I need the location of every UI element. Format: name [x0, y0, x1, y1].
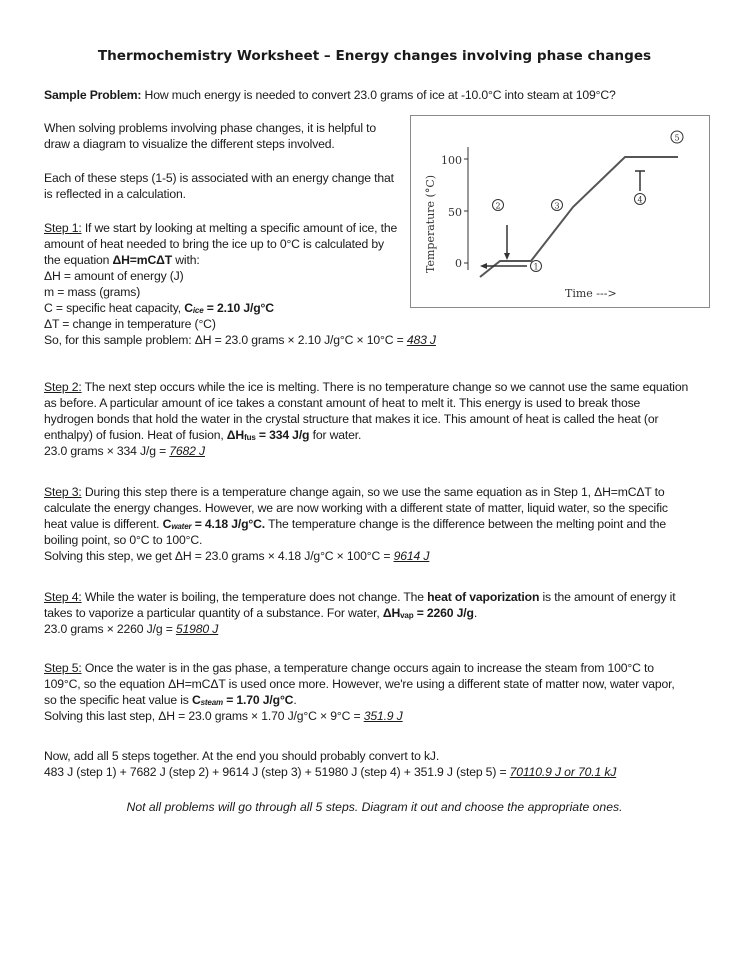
step3-c-post: The temperature change is the difference between the melting point and the — [265, 517, 666, 531]
c-water-symbol: C — [162, 517, 172, 531]
step4-answer: 51980 J — [175, 622, 219, 636]
step4-line-3 — [44, 622, 218, 636]
step1-line-3 — [44, 253, 200, 267]
marker-2-label: 2 — [495, 201, 501, 211]
summary-line-1: Now, add all 5 steps together. At the end you should probably convert to kJ. — [44, 749, 440, 763]
step3-calc: Solving this step, we get ΔH = 23.0 grams × 4.18 J/g°C × 100°C = — [44, 549, 394, 563]
step5-c-post: . — [293, 693, 297, 707]
step2-line-2: as before. A particular amount of ice takes a constant amount of heat to melt it. This energy is used to break those — [44, 396, 641, 410]
step2-line-1 — [44, 380, 688, 394]
marker-1-label: 1 — [533, 262, 539, 272]
step1-line-4: ΔH = amount of energy (J) — [44, 269, 184, 283]
step1-answer: 483 J — [406, 333, 436, 347]
c-water — [163, 517, 265, 531]
step4-line-2 — [44, 606, 477, 620]
step4-line-1 — [44, 590, 675, 604]
footer-note: Not all problems will go through all 5 steps. Diagram it out and choose the appropriate ones. — [126, 800, 623, 814]
step1-line-8 — [44, 333, 436, 347]
c-ice — [184, 301, 274, 315]
step4-label: Step 4: — [44, 590, 82, 604]
heat-of-vaporization-term: heat of vaporization — [427, 590, 540, 604]
c-steam — [192, 693, 293, 707]
intro-line-1: When solving problems involving phase changes, it is helpful to — [44, 121, 376, 135]
c-steam-subscript: steam — [200, 698, 223, 707]
dh-fus-value: = 334 J/g — [255, 428, 310, 442]
dh-vap-subscript: vap — [400, 611, 414, 620]
y-tick-100: 100 — [441, 154, 462, 167]
step3-c-pre: heat value is different. — [44, 517, 163, 531]
step2-answer: 7682 J — [169, 444, 205, 458]
step5-line-2: 109°C, so the equation ΔH=mCΔT is used once more. However, we're using a different state of matter now, water vapor, — [44, 677, 675, 691]
step2-line-3: hydrogen bonds that hold the water in the crystal structure that makes it ice. This amount of heat is called the heat (or — [44, 412, 659, 426]
step1-eq-post: with: — [172, 253, 200, 267]
dh-vap-symbol: ΔH — [382, 606, 401, 620]
marker-2 — [493, 200, 504, 211]
step3-line-3 — [44, 517, 666, 531]
c-ice-symbol: C — [184, 301, 193, 315]
step4-vap-pre: takes to vaporize a particular quantity of a substance. For water, — [44, 606, 383, 620]
step2-calc: 23.0 grams × 334 J/g = — [44, 444, 170, 458]
c-water-value: = 4.18 J/g°C. — [191, 517, 266, 531]
step5-line-3 — [44, 693, 297, 707]
step5-calc: Solving this last step, ΔH = 23.0 grams × 1.70 J/g°C × 9°C = — [44, 709, 364, 723]
step2-line-5 — [44, 444, 205, 458]
marker-3 — [552, 200, 563, 211]
sample-problem-text: How much energy is needed to convert 23.0 grams of ice at -10.0°C into steam at 109°C? — [141, 88, 616, 102]
step2-fus-post: for water. — [309, 428, 362, 442]
y-tick-0: 0 — [455, 257, 462, 270]
step5-line-1 — [44, 661, 654, 675]
diagram-x-label: Time ---> — [565, 287, 617, 300]
step1-line-1 — [44, 221, 397, 235]
step1-c-pre: C = specific heat capacity, — [44, 301, 185, 315]
step3-line-5 — [44, 549, 429, 563]
sample-problem — [44, 88, 616, 102]
step1-line-7: ΔT = change in temperature (°C) — [44, 317, 216, 331]
step5-line-4 — [44, 709, 403, 723]
diagram-y-label: Temperature (°C) — [424, 174, 437, 273]
c-ice-value: = 2.10 J/g°C — [203, 301, 274, 315]
marker-4-label: 4 — [637, 195, 643, 205]
step4-text-end: is the amount of energy it — [539, 590, 676, 604]
step2-label: Step 2: — [44, 380, 82, 394]
step1-line-2: amount of heat needed to bring the ice up to 0°C is calculated by — [44, 237, 384, 251]
step4-calc: 23.0 grams × 2260 J/g = — [44, 622, 176, 636]
step1-text: If we start by looking at melting a specific amount of ice, the — [81, 221, 398, 235]
step2-text: The next step occurs while the ice is melting. There is no temperature change so we cannot use the same equation — [81, 380, 689, 394]
summary-line-2 — [44, 765, 616, 779]
c-steam-value: = 1.70 J/g°C — [222, 693, 294, 707]
summary-answer: 70110.9 J or 70.1 kJ — [509, 765, 617, 779]
step5-label: Step 5: — [44, 661, 82, 675]
dh-vap — [383, 606, 474, 620]
summary-sum: 483 J (step 1) + 7682 J (step 2) + 9614 J (step 3) + 51980 J (step 4) + 351.9 J (step 5) = — [44, 765, 510, 779]
step3-line-4: boiling point, so 0°C to 100°C. — [44, 533, 203, 547]
step1-line-6 — [44, 301, 274, 315]
step3-text: During this step there is a temperature change again, so we use the same equation as in Step 1, ΔH=mCΔT to — [81, 485, 665, 499]
step1-label: Step 1: — [44, 221, 82, 235]
steps-note-line-2: is reflected in a calculation. — [44, 187, 186, 201]
step4-vap-post: . — [473, 606, 478, 620]
step3-answer: 9614 J — [393, 549, 430, 563]
step5-c-pre: so the specific heat value is — [44, 693, 192, 707]
dh-fus — [227, 428, 310, 442]
step1-eq-pre: the equation — [44, 253, 113, 267]
step5-text: Once the water is in the gas phase, a temperature change occurs again to increase the steam from 100°C to — [81, 661, 654, 675]
marker-5-label: 5 — [674, 133, 680, 143]
dh-fus-subscript: fus — [244, 433, 256, 442]
c-ice-subscript: ice — [192, 306, 204, 315]
dh-fus-symbol: ΔH — [226, 428, 245, 442]
step1-equation: ΔH=mCΔT — [112, 253, 173, 267]
y-tick-50: 50 — [448, 206, 462, 219]
sample-problem-label: Sample Problem: — [44, 88, 142, 102]
steps-note-line-1: Each of these steps (1-5) is associated with an energy change that — [44, 171, 394, 185]
c-steam-symbol: C — [191, 693, 201, 707]
c-water-subscript: water — [171, 522, 192, 531]
intro-line-2: draw a diagram to visualize the different steps involved. — [44, 137, 335, 151]
step5-answer: 351.9 J — [363, 709, 403, 723]
step2-fus-pre: enthalpy) of fusion. Heat of fusion, — [44, 428, 227, 442]
step1-line-5: m = mass (grams) — [44, 285, 141, 299]
step3-line-1 — [44, 485, 665, 499]
step3-line-2: calculate the energy changes. However, we are now working with a different state of matter, liquid water, so the specific — [44, 501, 668, 515]
phase-change-diagram — [410, 115, 710, 308]
step3-label: Step 3: — [44, 485, 82, 499]
marker-5 — [671, 131, 683, 143]
step4-text: While the water is boiling, the temperature does not change. The — [81, 590, 428, 604]
dh-vap-value: = 2260 J/g — [413, 606, 474, 620]
step2-line-4 — [44, 428, 361, 442]
marker-1 — [531, 261, 542, 272]
marker-3-label: 3 — [554, 201, 560, 211]
page-title: Thermochemistry Worksheet – Energy changes involving phase changes — [97, 48, 652, 64]
step1-calc: So, for this sample problem: ΔH = 23.0 grams × 2.10 J/g°C × 10°C = — [44, 333, 407, 347]
marker-4 — [635, 194, 646, 205]
